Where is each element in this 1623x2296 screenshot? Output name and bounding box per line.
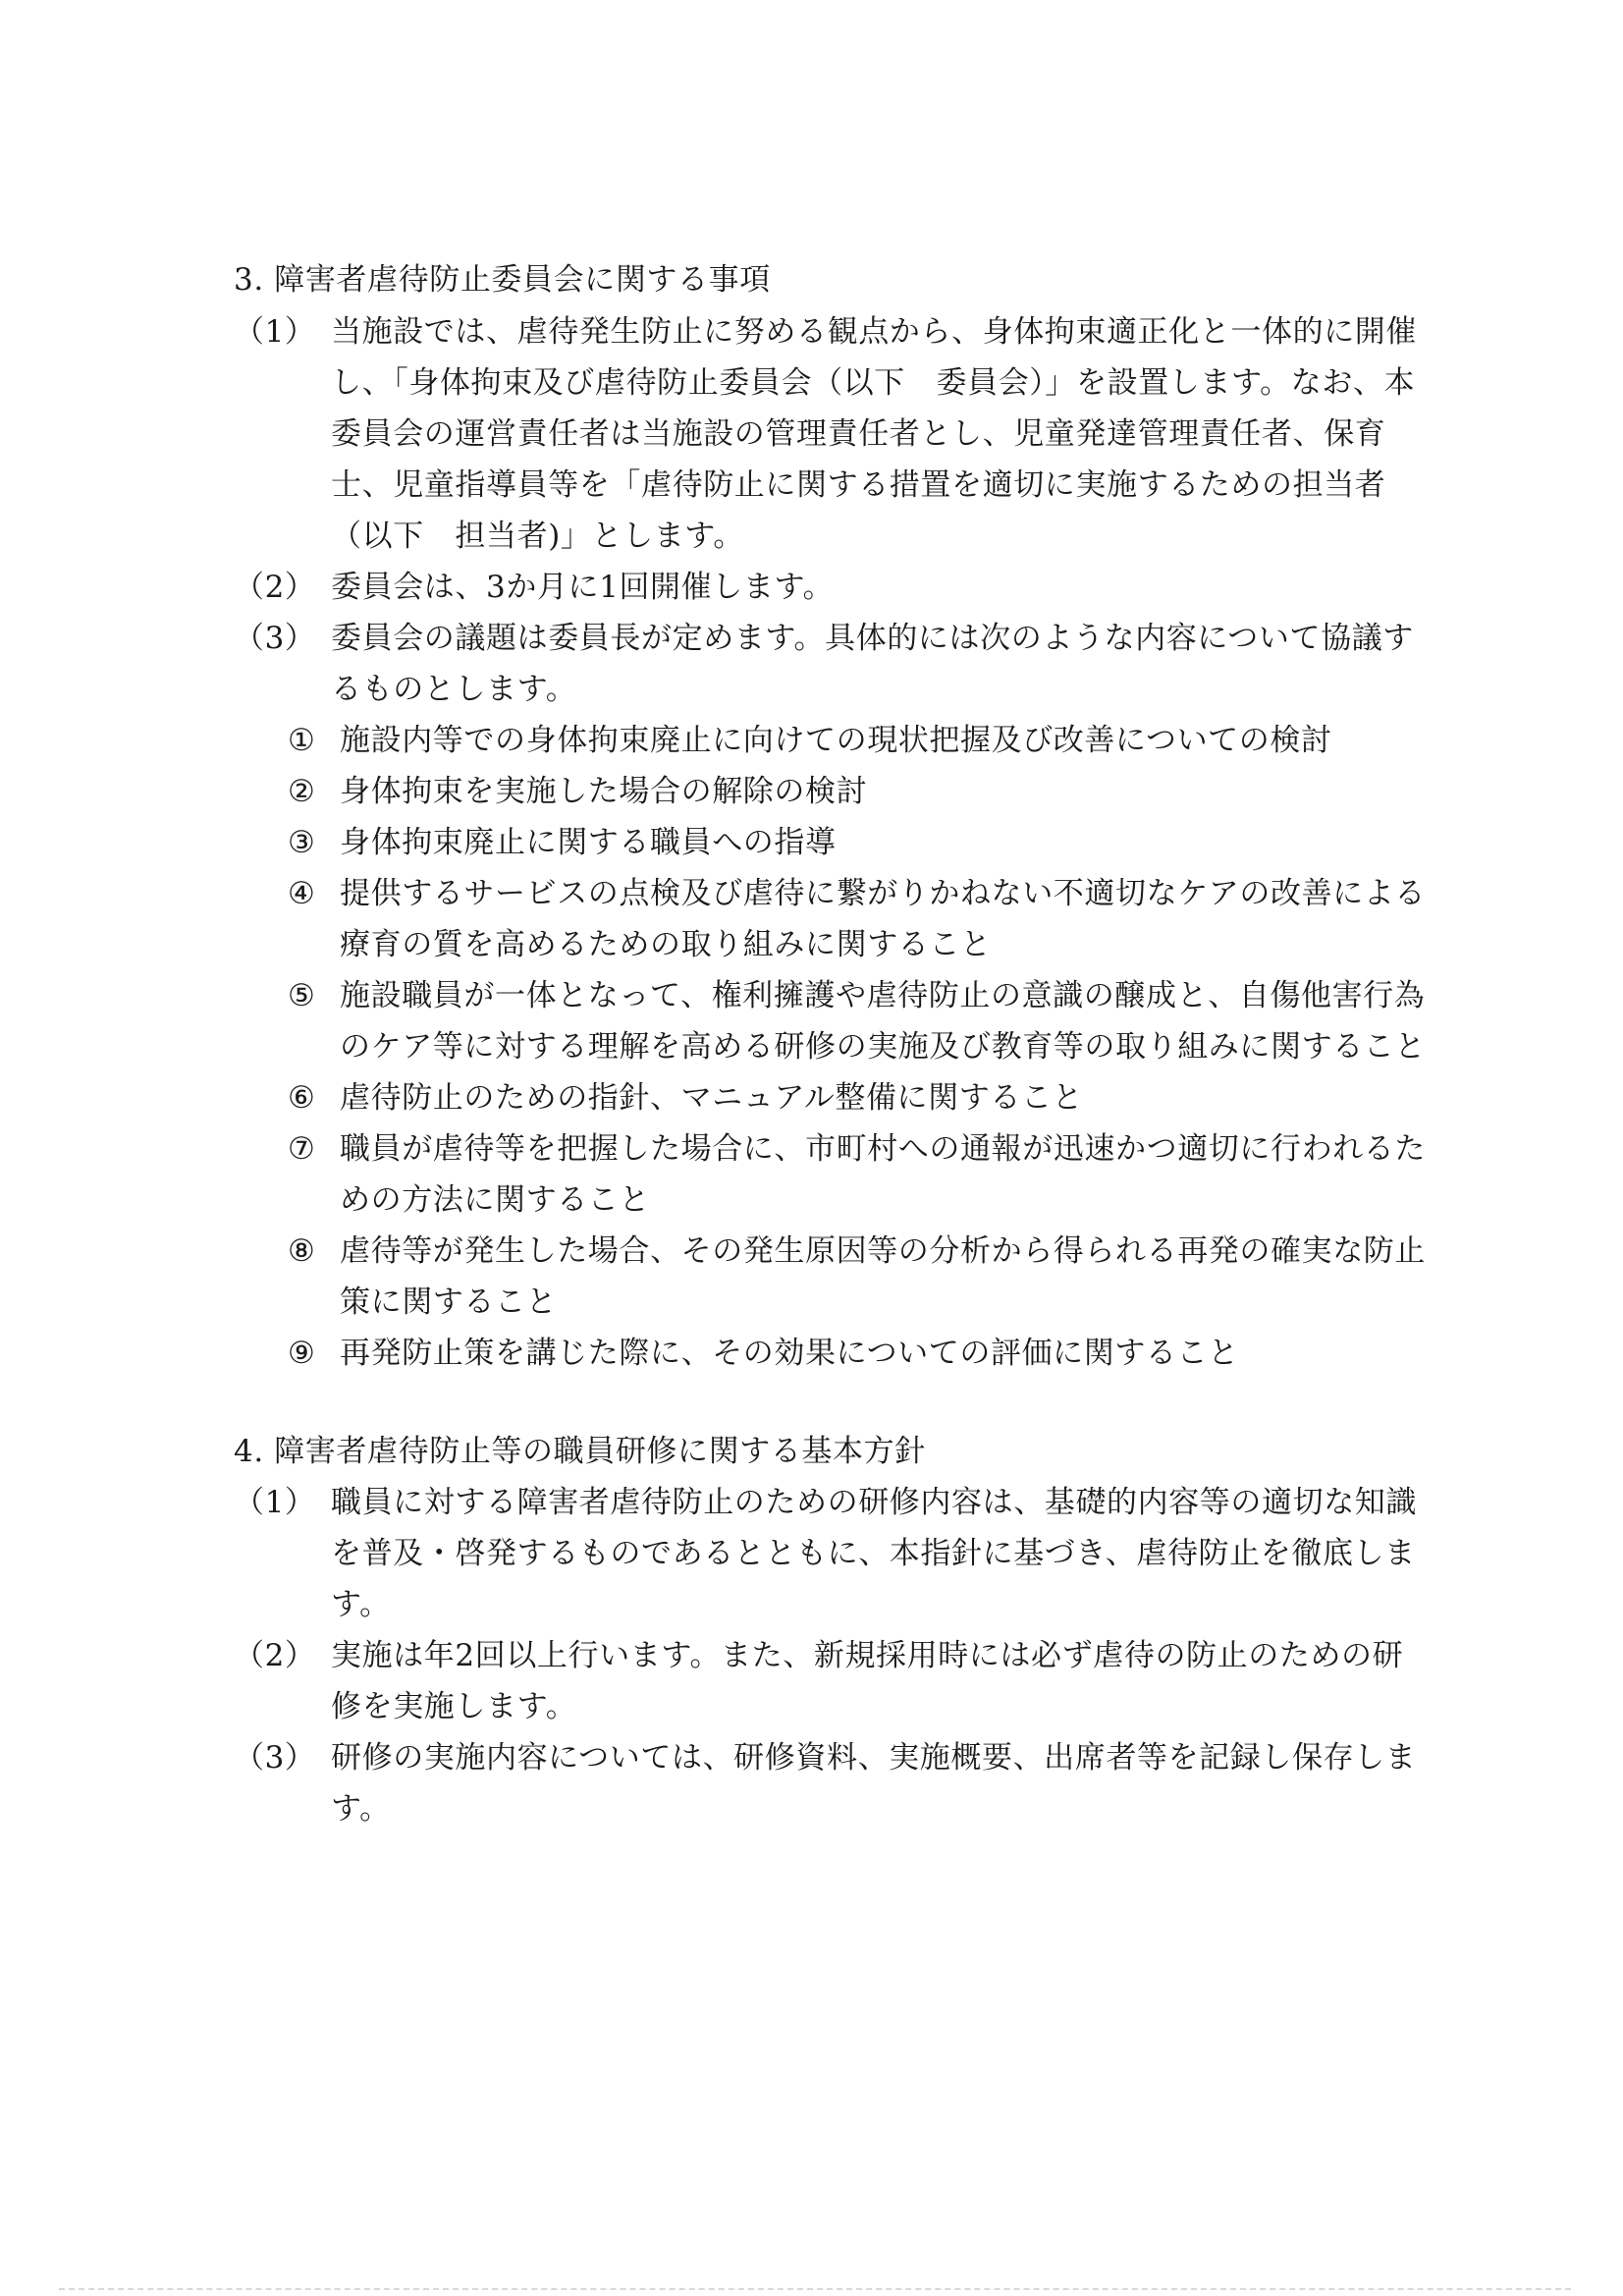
subitem-line: 身体拘束廃止に関する職員への指導: [340, 825, 837, 860]
subitem-line: 療育の質を高めるための取り組みに関すること: [340, 927, 992, 962]
subitem-mark: ①: [288, 723, 316, 758]
subitem-line: 施設職員が一体となって、権利擁護や虐待防止の意識の醸成と、自傷他害行為: [340, 978, 1426, 1013]
s4-item2-number: （2）: [234, 1638, 316, 1673]
scan-edge-divider: [59, 2288, 1571, 2290]
subitem-line: 提供するサービスの点検及び虐待に繋がりかねない不適切なケアの改善による: [340, 876, 1426, 911]
s4-item1-line: 職員に対する障害者虐待防止のための研修内容は、基礎的内容等の適切な知識: [331, 1485, 1417, 1520]
s4-item2-line: 実施は年2回以上行います。また、新規採用時には必ず虐待の防止のための研: [331, 1638, 1404, 1673]
section3-heading: 3. 障害者虐待防止委員会に関する事項: [234, 262, 771, 298]
s4-item2-line: 修を実施します。: [331, 1689, 577, 1724]
s4-item1-line: す。: [331, 1587, 391, 1622]
s3-item3-line: 委員会の議題は委員長が定めます。具体的には次のような内容について協議す: [331, 621, 1414, 656]
subitem-mark: ⑧: [288, 1233, 316, 1269]
s3-item1-line: し、「身体拘束及び虐待防止委員会（以下 委員会）」を設置します。なお、本: [331, 365, 1416, 401]
s4-item3-line: す。: [331, 1791, 391, 1827]
s3-item1-line: （以下 担当者)」とします。: [331, 519, 745, 554]
subitem-line: 虐待防止のための指針、マニュアル整備に関すること: [340, 1080, 1084, 1116]
s4-item1-line: を普及・啓発するものであるとともに、本指針に基づき、虐待防止を徹底しま: [331, 1536, 1416, 1571]
s3-item1-line: 委員会の運営責任者は当施設の管理責任者とし、児童発達管理責任者、保育: [331, 416, 1386, 452]
section4-heading: 4. 障害者虐待防止等の職員研修に関する基本方針: [234, 1434, 926, 1469]
s3-item1-line: 当施設では、虐待発生防止に努める観点から、身体拘束適正化と一体的に開催: [331, 314, 1417, 350]
s3-item3-number: （3）: [234, 621, 316, 656]
s3-item1-number: （1）: [234, 314, 316, 350]
subitem-line: のケア等に対する理解を高める研修の実施及び教育等の取り組みに関すること: [340, 1029, 1426, 1065]
s3-item3-line: るものとします。: [331, 672, 577, 707]
subitem-mark: ⑤: [288, 978, 316, 1013]
subitem-mark: ⑨: [288, 1336, 316, 1371]
s3-item2-line: 委員会は、3か月に1回開催します。: [331, 570, 835, 605]
subitem-mark: ④: [288, 876, 316, 911]
subitem-line: 職員が虐待等を把握した場合に、市町村への通報が迅速かつ適切に行われるた: [340, 1131, 1426, 1167]
subitem-line: 身体拘束を実施した場合の解除の検討: [340, 774, 868, 809]
subitem-mark: ②: [288, 774, 316, 809]
subitem-line: 再発防止策を講じた際に、その効果についての評価に関すること: [340, 1336, 1239, 1371]
s3-item2-number: （2）: [234, 570, 316, 605]
s4-item3-number: （3）: [234, 1740, 316, 1776]
subitem-line: 策に関すること: [340, 1285, 558, 1320]
s3-item1-line: 士、児童指導員等を「虐待防止に関する措置を適切に実施するための担当者: [331, 467, 1386, 503]
subitem-mark: ③: [288, 825, 316, 860]
s4-item3-line: 研修の実施内容については、研修資料、実施概要、出席者等を記録し保存しま: [331, 1740, 1417, 1776]
subitem-line: めの方法に関すること: [340, 1182, 650, 1218]
s4-item1-number: （1）: [234, 1485, 316, 1520]
subitem-mark: ⑥: [288, 1080, 316, 1116]
subitem-line: 施設内等での身体拘束廃止に向けての現状把握及び改善についての検討: [340, 723, 1332, 758]
subitem-mark: ⑦: [288, 1131, 316, 1167]
subitem-line: 虐待等が発生した場合、その発生原因等の分析から得られる再発の確実な防止: [340, 1233, 1426, 1269]
